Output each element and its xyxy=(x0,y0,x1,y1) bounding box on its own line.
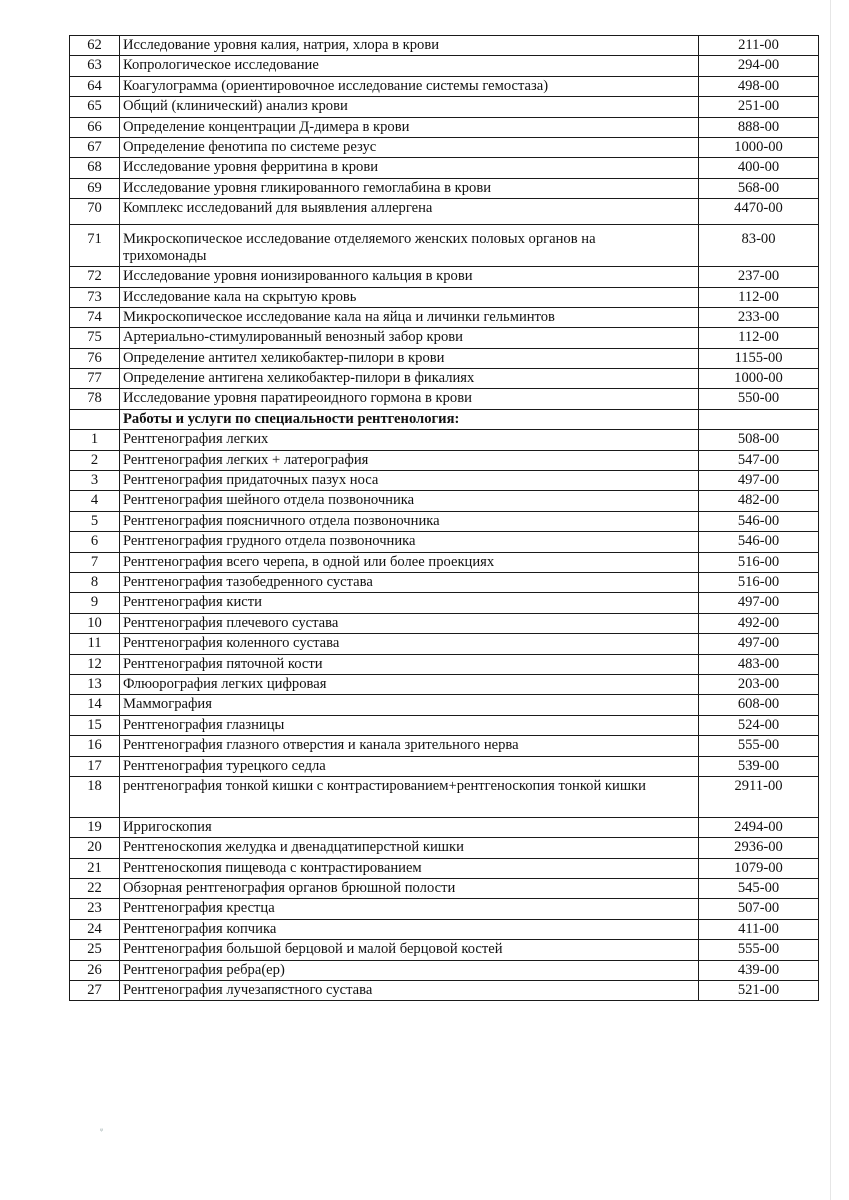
service-price: 1079-00 xyxy=(699,858,819,878)
row-number: 17 xyxy=(70,756,120,776)
row-number: 67 xyxy=(70,137,120,157)
service-name: Исследование уровня гликированного гемоглабина в крови xyxy=(120,178,699,198)
service-name: Маммография xyxy=(120,695,699,715)
service-name: Рентгенография придаточных пазух носа xyxy=(120,471,699,491)
table-row xyxy=(70,369,819,389)
service-price: 546-00 xyxy=(699,511,819,531)
row-number: 20 xyxy=(70,838,120,858)
table-row xyxy=(70,981,819,1001)
service-name: Рентгенография тазобедренного сустава xyxy=(120,572,699,592)
service-name: Рентгенография грудного отдела позвоночника xyxy=(120,532,699,552)
service-name: Определение концентрации Д-димера в крови xyxy=(120,117,699,137)
table-row xyxy=(70,56,819,76)
service-price: 2911-00 xyxy=(699,776,819,817)
table-row xyxy=(70,76,819,96)
table-row xyxy=(70,328,819,348)
row-number: 23 xyxy=(70,899,120,919)
table-row xyxy=(70,287,819,307)
service-price: 608-00 xyxy=(699,695,819,715)
service-name: Рентгенография коленного сустава xyxy=(120,634,699,654)
service-price: 400-00 xyxy=(699,158,819,178)
service-price: 233-00 xyxy=(699,307,819,327)
service-name: Рентгенография всего черепа, в одной или более проекциях xyxy=(120,552,699,572)
service-price: 498-00 xyxy=(699,76,819,96)
service-price: 1155-00 xyxy=(699,348,819,368)
service-name: Флюорография легких цифровая xyxy=(120,674,699,694)
table-row xyxy=(70,471,819,491)
service-price: 568-00 xyxy=(699,178,819,198)
row-number: 19 xyxy=(70,817,120,837)
service-price: 203-00 xyxy=(699,674,819,694)
service-name: Рентгенография копчика xyxy=(120,919,699,939)
service-name: Коагулограмма (ориентировочное исследование системы гемостаза) xyxy=(120,76,699,96)
table-row xyxy=(70,307,819,327)
row-number: 27 xyxy=(70,981,120,1001)
row-number-empty xyxy=(70,409,120,429)
row-number: 69 xyxy=(70,178,120,198)
table-row xyxy=(70,450,819,470)
service-name: Рентгенография пяточной кости xyxy=(120,654,699,674)
service-price: 492-00 xyxy=(699,613,819,633)
row-number: 71 xyxy=(70,225,120,267)
row-number: 5 xyxy=(70,511,120,531)
table-row xyxy=(70,389,819,409)
table-row xyxy=(70,593,819,613)
table-row xyxy=(70,899,819,919)
table-row xyxy=(70,532,819,552)
service-name: Рентгенография большой берцовой и малой берцовой костей xyxy=(120,940,699,960)
section-heading-row xyxy=(70,409,819,429)
table-row xyxy=(70,36,819,56)
row-number: 8 xyxy=(70,572,120,592)
row-number: 9 xyxy=(70,593,120,613)
service-price: 112-00 xyxy=(699,287,819,307)
service-name: Рентгенография глазного отверстия и канала зрительного нерва xyxy=(120,736,699,756)
service-name: Исследование кала на скрытую кровь xyxy=(120,287,699,307)
table-row xyxy=(70,137,819,157)
service-price: 112-00 xyxy=(699,328,819,348)
row-number: 70 xyxy=(70,199,120,225)
service-price: 516-00 xyxy=(699,572,819,592)
service-price: 521-00 xyxy=(699,981,819,1001)
row-number: 73 xyxy=(70,287,120,307)
service-name: Микроскопическое исследование кала на яйца и личинки гельминтов xyxy=(120,307,699,327)
row-number: 1 xyxy=(70,430,120,450)
service-price: 211-00 xyxy=(699,36,819,56)
service-price: 508-00 xyxy=(699,430,819,450)
page-edge xyxy=(830,0,831,1200)
service-price: 4470-00 xyxy=(699,199,819,225)
table-row xyxy=(70,572,819,592)
table-row xyxy=(70,776,819,817)
service-name: Рентгеноскопия пищевода с контрастированием xyxy=(120,858,699,878)
service-name: Рентгенография легких + латерография xyxy=(120,450,699,470)
service-price: 516-00 xyxy=(699,552,819,572)
service-price: 2494-00 xyxy=(699,817,819,837)
row-number: 76 xyxy=(70,348,120,368)
row-number: 2 xyxy=(70,450,120,470)
service-name: Рентгенография глазницы xyxy=(120,715,699,735)
table-row xyxy=(70,267,819,287)
service-price: 483-00 xyxy=(699,654,819,674)
service-name: рентгенография тонкой кишки с контрастированием+рентгеноскопия тонкой кишки xyxy=(120,776,699,817)
service-name: Рентгенография ребра(ер) xyxy=(120,960,699,980)
service-price: 547-00 xyxy=(699,450,819,470)
table-row xyxy=(70,225,819,267)
row-number: 77 xyxy=(70,369,120,389)
table-row xyxy=(70,158,819,178)
table-row xyxy=(70,613,819,633)
row-number: 24 xyxy=(70,919,120,939)
row-number: 16 xyxy=(70,736,120,756)
row-number: 10 xyxy=(70,613,120,633)
service-price: 251-00 xyxy=(699,97,819,117)
scan-speck: ᵩ xyxy=(100,1122,104,1132)
service-name: Рентгенография шейного отдела позвоночника xyxy=(120,491,699,511)
table-row xyxy=(70,674,819,694)
row-number: 22 xyxy=(70,879,120,899)
service-price: 524-00 xyxy=(699,715,819,735)
row-number: 66 xyxy=(70,117,120,137)
row-number: 7 xyxy=(70,552,120,572)
row-number: 6 xyxy=(70,532,120,552)
service-price: 497-00 xyxy=(699,634,819,654)
service-price: 439-00 xyxy=(699,960,819,980)
table-row xyxy=(70,511,819,531)
service-name: Рентгенография поясничного отдела позвоночника xyxy=(120,511,699,531)
service-price: 545-00 xyxy=(699,879,819,899)
table-row xyxy=(70,97,819,117)
service-name: Рентгенография турецкого седла xyxy=(120,756,699,776)
row-number: 11 xyxy=(70,634,120,654)
service-name: Определение антигена хеликобактер-пилори в фикалиях xyxy=(120,369,699,389)
row-number: 18 xyxy=(70,776,120,817)
table-row xyxy=(70,634,819,654)
table-row xyxy=(70,940,819,960)
row-number: 68 xyxy=(70,158,120,178)
row-number: 26 xyxy=(70,960,120,980)
service-name: Микроскопическое исследование отделяемого женских половых органов на трихомонады xyxy=(120,225,699,267)
service-name: Копрологическое исследование xyxy=(120,56,699,76)
service-price: 411-00 xyxy=(699,919,819,939)
price-empty xyxy=(699,409,819,429)
row-number: 21 xyxy=(70,858,120,878)
service-price: 1000-00 xyxy=(699,369,819,389)
row-number: 72 xyxy=(70,267,120,287)
service-name: Комплекс исследований для выявления аллергена xyxy=(120,199,699,225)
table-row xyxy=(70,199,819,225)
row-number: 65 xyxy=(70,97,120,117)
service-name: Определение антител хеликобактер-пилори в крови xyxy=(120,348,699,368)
table-row xyxy=(70,117,819,137)
service-price: 497-00 xyxy=(699,593,819,613)
row-number: 12 xyxy=(70,654,120,674)
table-row xyxy=(70,960,819,980)
table-row xyxy=(70,552,819,572)
service-price: 555-00 xyxy=(699,736,819,756)
service-price: 2936-00 xyxy=(699,838,819,858)
service-price: 555-00 xyxy=(699,940,819,960)
table-row xyxy=(70,879,819,899)
table-row xyxy=(70,654,819,674)
service-price: 83-00 xyxy=(699,225,819,267)
service-name: Исследование уровня паратиреоидного гормона в крови xyxy=(120,389,699,409)
service-name: Артериально-стимулированный венозный забор крови xyxy=(120,328,699,348)
section-heading: Работы и услуги по специальности рентгенология: xyxy=(120,409,699,429)
table-row xyxy=(70,348,819,368)
service-price: 482-00 xyxy=(699,491,819,511)
service-name: Ирригоскопия xyxy=(120,817,699,837)
table-row xyxy=(70,919,819,939)
service-price: 539-00 xyxy=(699,756,819,776)
table-row xyxy=(70,715,819,735)
service-price: 550-00 xyxy=(699,389,819,409)
service-name: Рентгенография легких xyxy=(120,430,699,450)
table-row xyxy=(70,756,819,776)
service-name: Рентгенография кисти xyxy=(120,593,699,613)
table-row xyxy=(70,491,819,511)
row-number: 74 xyxy=(70,307,120,327)
row-number: 62 xyxy=(70,36,120,56)
row-number: 75 xyxy=(70,328,120,348)
service-name: Рентгенография крестца xyxy=(120,899,699,919)
service-price: 1000-00 xyxy=(699,137,819,157)
row-number: 4 xyxy=(70,491,120,511)
service-name: Исследование уровня ионизированного кальция в крови xyxy=(120,267,699,287)
service-price: 507-00 xyxy=(699,899,819,919)
service-name: Рентгенография плечевого сустава xyxy=(120,613,699,633)
table-row xyxy=(70,817,819,837)
service-price: 294-00 xyxy=(699,56,819,76)
service-name: Исследование уровня калия, натрия, хлора в крови xyxy=(120,36,699,56)
row-number: 63 xyxy=(70,56,120,76)
row-number: 14 xyxy=(70,695,120,715)
row-number: 78 xyxy=(70,389,120,409)
service-price: 237-00 xyxy=(699,267,819,287)
table-row xyxy=(70,178,819,198)
row-number: 15 xyxy=(70,715,120,735)
table-row xyxy=(70,736,819,756)
table-row xyxy=(70,430,819,450)
table-row xyxy=(70,858,819,878)
service-name: Рентгеноскопия желудка и двенадцатиперстной кишки xyxy=(120,838,699,858)
row-number: 13 xyxy=(70,674,120,694)
service-name: Обзорная рентгенография органов брюшной полости xyxy=(120,879,699,899)
service-name: Рентгенография лучезапястного сустава xyxy=(120,981,699,1001)
service-price: 497-00 xyxy=(699,471,819,491)
row-number: 64 xyxy=(70,76,120,96)
service-price: 888-00 xyxy=(699,117,819,137)
price-list-table xyxy=(69,35,819,1001)
service-name: Определение фенотипа по системе резус xyxy=(120,137,699,157)
service-price: 546-00 xyxy=(699,532,819,552)
row-number: 3 xyxy=(70,471,120,491)
service-name: Общий (клинический) анализ крови xyxy=(120,97,699,117)
service-name: Исследование уровня ферритина в крови xyxy=(120,158,699,178)
row-number: 25 xyxy=(70,940,120,960)
table-row xyxy=(70,838,819,858)
table-row xyxy=(70,695,819,715)
